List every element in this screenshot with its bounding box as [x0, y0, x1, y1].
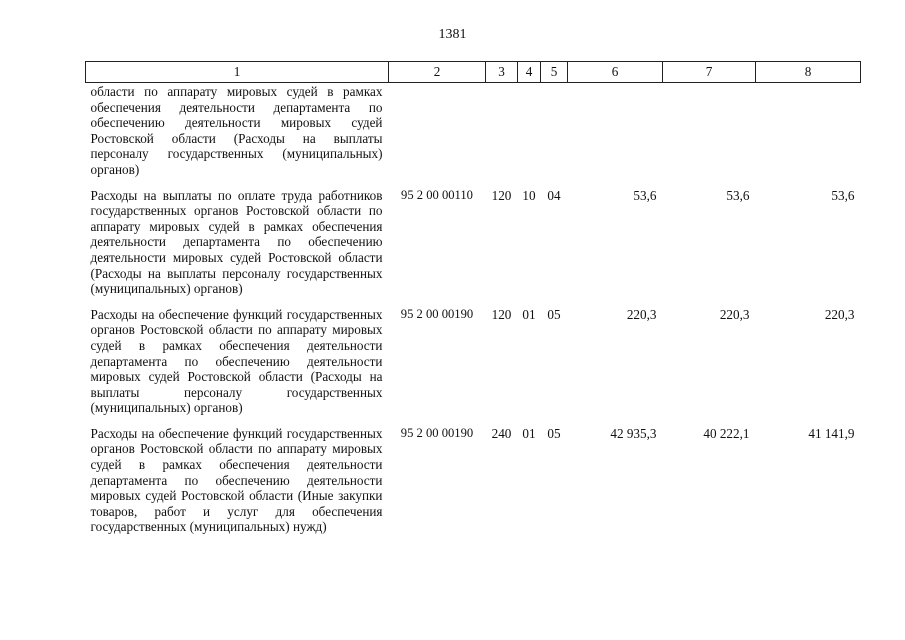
table-row	[86, 187, 861, 306]
row-col6: 220,3	[626, 306, 657, 322]
column-header: 5	[541, 62, 568, 83]
row-col5: 04	[547, 187, 561, 203]
row-col8: 41 141,9	[808, 425, 855, 441]
row-code	[389, 83, 486, 187]
table-row	[86, 306, 861, 425]
row-col6: 53,6	[633, 187, 657, 203]
row-col7: 40 222,1	[703, 425, 750, 441]
row-col6	[568, 83, 663, 187]
table-row	[86, 425, 861, 544]
row-col3: 120	[491, 306, 512, 322]
row-col5: 05	[547, 306, 561, 322]
row-col5	[541, 83, 568, 187]
row-description: Расходы на выплаты по оплате труда работников государственных органов Ростовской области по аппарату мировых судей в рамках обеспечения деятельности департамента по обеспечению деятельности мировых судей Ростовской области (Расходы на выплаты персоналу государственных (муниципальных) органов)	[90, 187, 383, 297]
column-header: 2	[389, 62, 486, 83]
row-description: области по аппарату мировых судей в рамках обеспечения деятельности департамента по обеспечению деятельности мировых судей Ростовской области (Расходы на выплаты персоналу государственных (муниципальных) органов)	[90, 84, 383, 177]
column-header: 8	[756, 62, 861, 83]
row-description: Расходы на обеспечение функций государственных органов Ростовской области по аппарату мировых судей в рамках обеспечения деятельности департамента по обеспечению деятельности мировых судей Ростовской области (Расходы на выплаты персоналу государственных (муниципальных) органов)	[90, 306, 383, 416]
row-col4: 10	[522, 187, 536, 203]
row-col6: 42 935,3	[610, 425, 657, 441]
row-code: 95 2 00 00110	[401, 187, 473, 202]
row-col3: 240	[491, 425, 512, 441]
row-col4: 01	[522, 425, 536, 441]
row-col7: 220,3	[719, 306, 750, 322]
row-col7: 53,6	[726, 187, 750, 203]
column-header: 4	[518, 62, 541, 83]
table-row	[86, 83, 861, 187]
column-header: 3	[486, 62, 518, 83]
row-code: 95 2 00 00190	[400, 425, 474, 440]
page-number: 1381	[438, 27, 467, 42]
column-header: 6	[568, 62, 663, 83]
row-description: Расходы на обеспечение функций государственных органов Ростовской области по аппарату мировых судей в рамках обеспечения деятельности департамента по обеспечению деятельности мировых судей Ростовской области (Иные закупки товаров, работ и услуг для обеспечения государственных (муниципальных) нужд)	[90, 425, 383, 535]
row-col3: 120	[491, 187, 512, 203]
row-col8: 220,3	[824, 306, 855, 322]
column-header: 1	[86, 62, 389, 83]
row-col8	[756, 83, 861, 187]
row-col3	[486, 83, 518, 187]
row-col5: 05	[547, 425, 561, 441]
budget-table	[85, 61, 861, 544]
table-header-row	[86, 62, 861, 83]
row-col8: 53,6	[831, 187, 855, 203]
row-code: 95 2 00 00190	[400, 306, 474, 321]
row-col7	[663, 83, 756, 187]
row-col4	[518, 83, 541, 187]
column-header: 7	[663, 62, 756, 83]
row-col4: 01	[522, 306, 536, 322]
